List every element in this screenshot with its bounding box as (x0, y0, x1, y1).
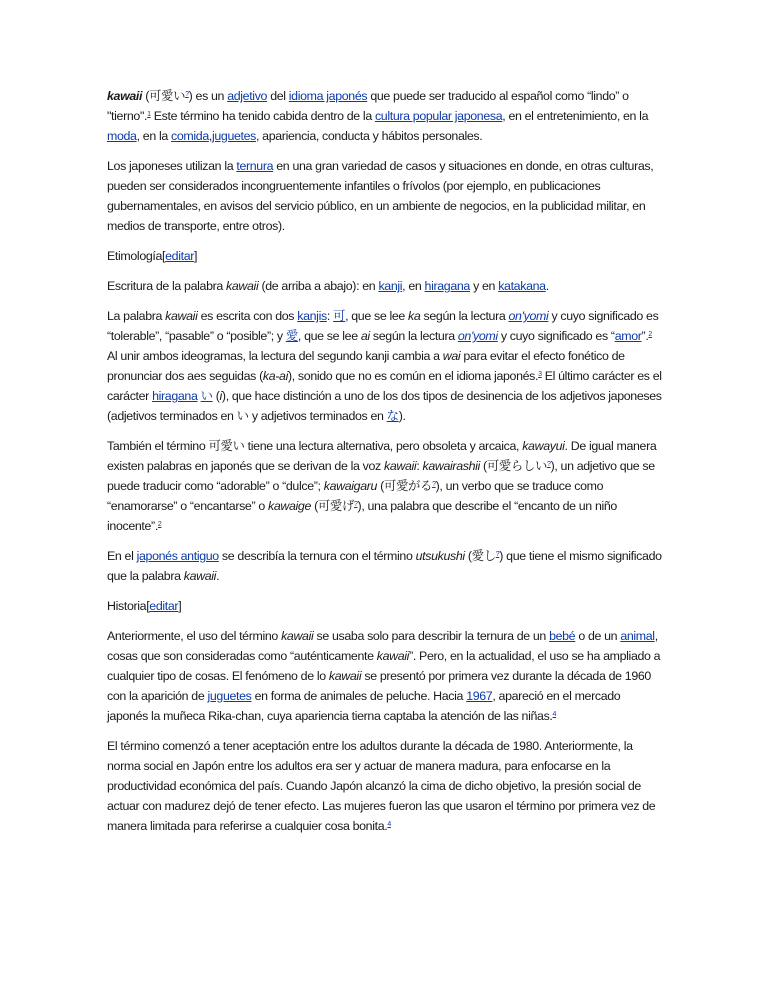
text: del (267, 89, 289, 103)
text: (愛し (464, 549, 496, 563)
document-body (107, 86, 663, 846)
text: La palabra (107, 309, 166, 323)
ref-link[interactable]: 4 (387, 821, 391, 828)
text: Anteriormente, el uso del término (107, 629, 282, 643)
text: ( (142, 89, 149, 103)
heading-label: Etimología (107, 249, 163, 263)
italic-term: kawaii (328, 669, 362, 683)
link-amor[interactable]: amor (614, 329, 642, 343)
paragraph-intro (107, 86, 663, 146)
paragraph-etymology (107, 306, 663, 426)
edit-link[interactable]: editar (165, 249, 195, 263)
ref-link[interactable]: 3 (538, 371, 542, 378)
link-ternura[interactable]: ternura (236, 159, 274, 173)
text: . (545, 279, 549, 293)
link-ai-kanji[interactable]: 愛 (285, 329, 298, 343)
link-na-kana[interactable]: な (386, 409, 399, 423)
link-bebe[interactable]: bebé (549, 629, 576, 643)
text: Este término ha tenido cabida dentro de la (150, 109, 375, 123)
link-hiragana[interactable]: hiragana (152, 389, 198, 403)
italic-term: kawaigaru (323, 479, 378, 493)
ref-link[interactable]: ? (495, 551, 500, 558)
link-moda[interactable]: moda (107, 129, 137, 143)
text: se describía la ternura con el término (218, 549, 416, 563)
link-katakana[interactable]: katakana (498, 279, 546, 293)
link-animal[interactable]: animal (620, 629, 655, 643)
text: , que se lee (345, 309, 409, 323)
text: para evitar el efecto fonético de pronunciar dos aes seguidas ( (107, 349, 625, 383)
text: ), un verbo que se traduce como “enamorarse” o “encantarse” o (107, 479, 604, 513)
italic-term: kawayui (522, 439, 565, 453)
text: (可愛がる (377, 479, 433, 493)
text: , apareció en el mercado japonés la muñeca Rika-chan, cuya apariencia tierna captaba la atención de las niñas. (107, 689, 621, 723)
text: es escrita con dos (197, 309, 298, 323)
text: Escritura de la palabra (107, 279, 227, 293)
text: ”. Pero, en la actualidad, el uso se ha ampliado a cualquier tipo de cosas. El fenómeno de lo (107, 649, 661, 683)
text: , que se lee (297, 329, 361, 343)
link-adjetivo[interactable]: adjetivo (227, 89, 268, 103)
paragraph-adults (107, 736, 663, 836)
text: , en (402, 279, 425, 293)
term-kawaii: kawaii (107, 89, 143, 103)
paragraph-history (107, 626, 663, 726)
text: (可愛らしい (479, 459, 548, 473)
italic-term: kawaii (226, 279, 259, 293)
ref-link[interactable]: 2 (157, 521, 162, 528)
link-kanji[interactable]: kanji (378, 279, 403, 293)
italic-term: ai (360, 329, 370, 343)
text: y cuyo significado es “ (497, 329, 615, 343)
heading-label: Historia (107, 599, 147, 613)
text: se usaba solo para describir la ternura de un (313, 629, 550, 643)
text: , en el entretenimiento, en la (502, 109, 649, 123)
text: ”. (641, 329, 649, 343)
italic-term: ka (408, 309, 421, 323)
text: ) es un (188, 89, 228, 103)
text: , (208, 129, 212, 143)
paragraph-derived-words (107, 436, 663, 536)
italic-term: wai (442, 349, 461, 363)
ref-link[interactable]: 1 (147, 111, 151, 118)
italic-term: ka-ai (262, 369, 288, 383)
italic-term: i (219, 389, 222, 403)
text: ), una palabra que describe el “encanto de un niño inocente”. (107, 499, 617, 533)
link-i-kana[interactable]: い (200, 389, 213, 403)
link-onyomi[interactable] (509, 309, 549, 323)
text: según la lectura (369, 329, 458, 343)
text: ) que tiene el mismo significado que la palabra (107, 549, 662, 583)
italic-term: kawaii (383, 459, 417, 473)
italic-term: kawairashii (422, 459, 480, 473)
text: Los japoneses utilizan la (107, 159, 237, 173)
paragraph-usage (107, 156, 663, 236)
ref-link[interactable]: 4 (552, 711, 557, 718)
bracket: ] (194, 249, 198, 263)
ref-link[interactable]: ? (354, 501, 358, 508)
italic-term: kawaii (281, 629, 314, 643)
link-text: on'yomi (457, 329, 498, 343)
text: en forma de animales de peluche. Hacia (251, 689, 467, 703)
section-heading-etimologia (107, 246, 663, 266)
ref-link[interactable]: 2 (648, 331, 652, 338)
text: . (216, 569, 220, 583)
text: en una gran variedad de casos y situaciones en donde, en otras culturas, pueden ser considerados incongruentemente infantiles o frívolos (por ejemplo, en publicaciones gubernamentales, en avisos del servicio público, en un ambiente de negocios, en la publicidad militar, en medios de transporte, entre otros). (107, 159, 654, 233)
text: ), un adjetivo que se puede traducir como “adorable” o “dulce”; (107, 459, 655, 493)
text: ), que hace distinción a uno de los dos tipos de desinencia de los adjetivos japoneses (adjetivos terminados en い y adjetivos terminados en (107, 389, 662, 423)
text: se presentó por primera vez durante la década de 1960 con la aparición de (107, 669, 651, 703)
bracket: ] (178, 599, 182, 613)
link-cultura-popular[interactable]: cultura popular japonesa (374, 109, 503, 123)
ref-link[interactable]: ? (432, 481, 436, 488)
text: ), sonido que no es común en el idioma japonés. (287, 369, 539, 383)
italic-term: kawaii (183, 569, 217, 583)
link-juguetes[interactable]: juguetes (207, 689, 252, 703)
text: : (326, 309, 334, 323)
link-idioma-japones[interactable]: idioma japonés (288, 89, 368, 103)
text: ). (398, 409, 406, 423)
link-hiragana[interactable]: hiragana (424, 279, 470, 293)
italic-term: kawaii (376, 649, 410, 663)
text: Al unir ambos ideogramas, la lectura del segundo kanji cambia a (107, 349, 443, 363)
link-comida[interactable]: comida (171, 129, 209, 143)
text: y en (469, 279, 499, 293)
text: (de arriba a abajo): en (258, 279, 379, 293)
link-juguetes[interactable]: juguetes (211, 129, 256, 143)
text: : (416, 459, 423, 473)
section-heading-historia (107, 596, 663, 616)
link-1967[interactable]: 1967 (466, 689, 493, 703)
text: y cuyo significado es “tolerable”, “pasable” o “posible”; y (107, 309, 659, 343)
link-japones-antiguo[interactable]: japonés antiguo (136, 549, 219, 563)
text: que puede ser traducido al español como “lindo” o "tierno". (107, 89, 629, 123)
link-onyomi[interactable] (458, 329, 498, 343)
italic-term: kawaige (267, 499, 311, 513)
text: ( (212, 389, 220, 403)
text: o de un (575, 629, 621, 643)
link-ka-kanji[interactable]: 可 (333, 309, 346, 323)
text: (可愛げ (311, 499, 354, 513)
ref-link[interactable]: ? (185, 91, 189, 98)
text: El último carácter es el carácter (107, 369, 662, 403)
paragraph-image-caption (107, 276, 663, 296)
bracket: [ (162, 249, 166, 263)
italic-term: kawaii (165, 309, 198, 323)
text: según la lectura (420, 309, 509, 323)
kanji-kawaii: 可愛い (148, 89, 186, 103)
bracket: [ (146, 599, 150, 613)
edit-link[interactable]: editar (149, 599, 179, 613)
text: , en la (136, 129, 172, 143)
ref-link[interactable]: ? (547, 461, 551, 468)
link-text: on'yomi (508, 309, 549, 323)
text: El término comenzó a tener aceptación entre los adultos durante la década de 1980. Anteriormente, la norma social en Japón entre los adultos era ser y actuar de manera madura, para enfocarse en la productividad económica del país. Cuando Japón alcanzó la cima de dicho objetivo, la presión social de actuar con madurez dejó de tener efecto. Las mujeres fueron las que usaron el término por primera vez de manera limitada para referirse a cualquier cosa bonita. (107, 739, 656, 833)
link-kanjis[interactable]: kanjis (297, 309, 327, 323)
text: , apariencia, conducta y hábitos personales. (256, 129, 483, 143)
text: . De igual manera existen palabras en japonés que se derivan de la voz (107, 439, 657, 473)
italic-term: utsukushi (415, 549, 465, 563)
text: También el término 可愛い tiene una lectura alternativa, pero obsoleta y arcaica, (107, 439, 523, 453)
text: , cosas que son consideradas como “auténticamente (107, 629, 658, 663)
paragraph-old-japanese (107, 546, 663, 586)
text: En el (107, 549, 137, 563)
